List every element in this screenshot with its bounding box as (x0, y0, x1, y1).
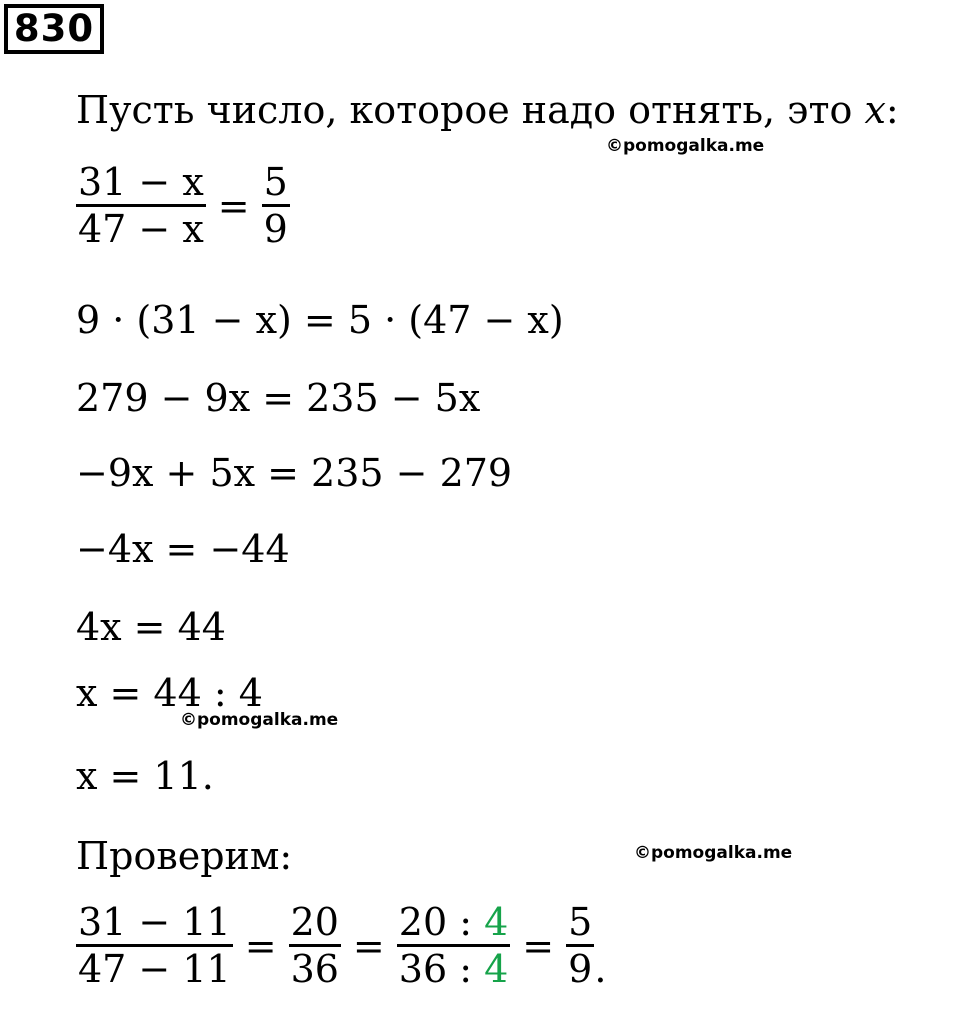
step-line: 279 − 9x = 235 − 5x (76, 376, 481, 420)
fraction-3 (397, 900, 511, 991)
fraction-lhs (76, 160, 206, 251)
equals-sign: = (352, 923, 385, 968)
equation-fractions (76, 160, 290, 251)
divisor-highlight: 4 (484, 947, 509, 991)
step-line: −9x + 5x = 235 − 279 (76, 451, 513, 495)
fraction-rhs (262, 160, 290, 251)
fraction-denominator: 9 (568, 947, 593, 991)
fraction-numerator: 31 − 11 (78, 900, 231, 944)
check-fractions (76, 900, 606, 991)
denominator-value: 36 : (398, 947, 485, 991)
fraction-denominator (397, 947, 511, 991)
step-line: 9 · (31 − x) = 5 · (47 − x) (76, 298, 564, 342)
watermark: ©pomogalka.me (634, 843, 793, 863)
divisor-highlight: 4 (484, 900, 509, 944)
answer-line: x = 11. (76, 754, 214, 798)
fraction-numerator: 5 (263, 160, 288, 204)
equals-sign: = (522, 923, 555, 968)
task-number-box: 830 (4, 4, 104, 54)
watermark: ©pomogalka.me (606, 136, 765, 156)
equals-sign: = (217, 183, 250, 228)
numerator-value: 20 : (398, 900, 485, 944)
fraction-numerator: 5 (568, 900, 593, 944)
watermark: ©pomogalka.me (180, 710, 339, 730)
check-label: Проверим: (76, 834, 293, 878)
fraction-numerator (397, 900, 511, 944)
equals-sign: = (244, 923, 277, 968)
step-line: x = 44 : 4 (76, 671, 263, 715)
fraction-1 (76, 900, 233, 991)
final-period: . (594, 947, 607, 991)
intro-colon: : (885, 88, 899, 132)
fraction-denominator: 9 (263, 207, 288, 251)
fraction-4 (566, 900, 594, 991)
fraction-denominator: 47 − x (78, 207, 204, 251)
intro-text: Пусть число, которое надо отнять, это (76, 88, 865, 132)
intro-variable: x (864, 88, 886, 132)
step-line: −4x = −44 (76, 527, 290, 571)
step-line: 4x = 44 (76, 605, 226, 649)
fraction-denominator: 47 − 11 (78, 947, 231, 991)
fraction-denominator: 36 (290, 947, 339, 991)
fraction-2 (289, 900, 341, 991)
fraction-numerator: 31 − x (78, 160, 204, 204)
intro-line (76, 88, 899, 132)
fraction-numerator: 20 (290, 900, 339, 944)
